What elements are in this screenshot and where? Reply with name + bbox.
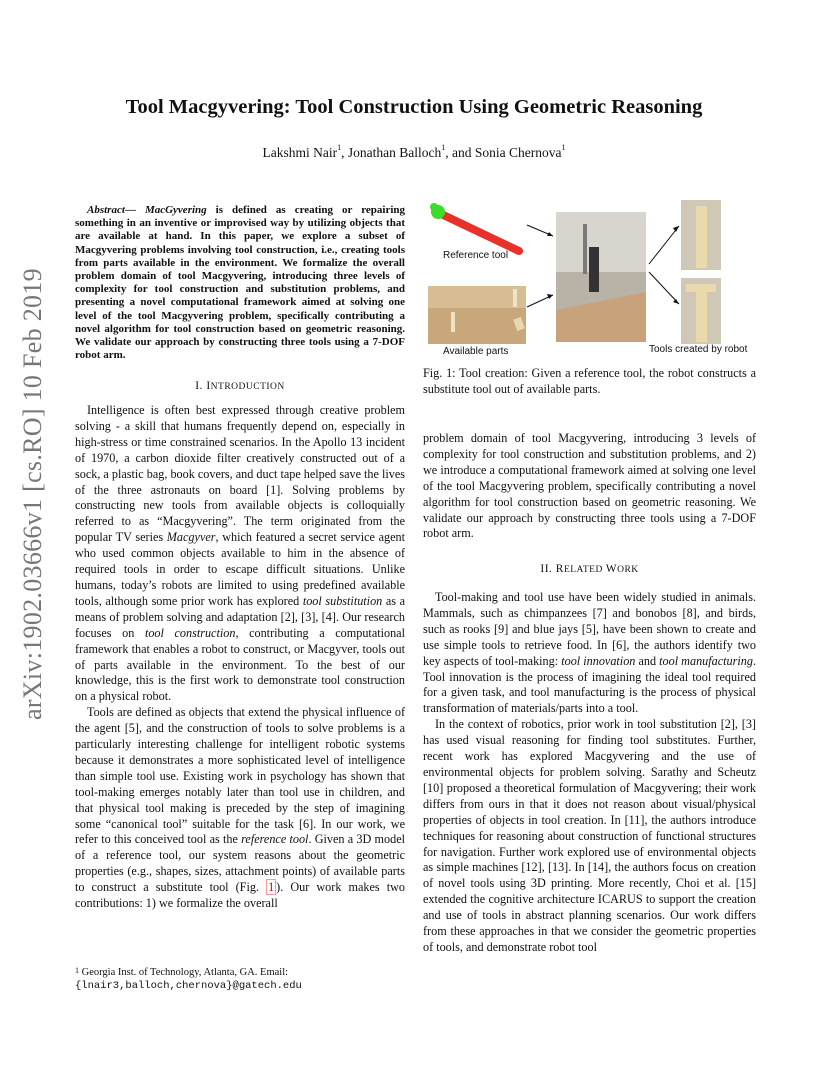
text-run: Tool-making and tool use have been widely studied in animals. Mammals, such as chimpanzees [7] and bonobos [8], and birds, such as rooks [9] and blue jays [5], have been shown to create and use simple tools to retrieve food. In [6], the authors identify two key aspects of tool-making: bbox=[423, 590, 756, 668]
abstract bbox=[75, 204, 405, 362]
author-separator: , and bbox=[445, 145, 475, 160]
photo-wall bbox=[428, 286, 526, 308]
paragraph bbox=[75, 403, 405, 705]
text-run: ). Our work makes two contributions: 1) we formalize the overall bbox=[75, 880, 406, 911]
author-affiliation: 1 bbox=[561, 143, 566, 152]
arrow-robot-to-tool-1 bbox=[649, 226, 679, 264]
author-separator: , bbox=[341, 145, 348, 160]
arrow-head bbox=[673, 299, 679, 304]
figure-1-graphic bbox=[423, 192, 756, 362]
arrow-robot-to-tool-2 bbox=[649, 272, 679, 304]
emphasis: Macgyver bbox=[166, 530, 216, 545]
part-stick bbox=[513, 289, 517, 307]
paragraph: In the context of robotics, prior work in tool substitution [2], [3] has used visual reasoning for finding tool substitutes. Further, recent work has explored Macgyvering and the use of environmental objects for problem solving. Sarathy and Scheutz [10] proposed a theoretical formulation of Macgyvering; their work differs from ours in that it does not reason about visual/physical properties of objects in tool creation. In [11], the authors introduce techniques for reasoning about construction of functional structures for navigation. Further work explored use of environmental objects as simple machines [12], [13]. In [14], the authors focus on creation of novel tools using 3D printing. More recently, Choi et al. [15] extended the cognitive architecture ICARUS to support the creation and use of tools in abstract planning scenarios. Our work differs from these approaches in that we consider the geometric properties of tools, and demonstrate robot tool bbox=[423, 717, 756, 954]
label-reference-tool: Reference tool bbox=[443, 250, 509, 261]
abstract-label: Abstract bbox=[87, 204, 125, 216]
section-title-initial: R bbox=[555, 563, 564, 575]
abstract-term: MacGyvering bbox=[144, 204, 207, 216]
reference-tool-head-lobe bbox=[430, 203, 438, 211]
paper-title: Tool Macgyvering: Tool Construction Using Geometric Reasoning bbox=[125, 96, 703, 118]
footnote-marker: 1 bbox=[75, 966, 79, 975]
author-affiliation: 1 bbox=[441, 143, 446, 152]
text-run: , which featured a secret service agent who used common objects available to him in the absence of required tools in order to escape difficult situations. Unlike humans, today’s robots are limited to using predefined available tools, although some prior work has explored bbox=[75, 530, 405, 608]
figure-1-caption: Fig. 1: Tool creation: Given a reference tool, the robot constructs a substitute tool out of available parts. bbox=[423, 366, 756, 396]
author-list bbox=[0, 145, 828, 161]
paragraph bbox=[423, 590, 756, 717]
robot-mount bbox=[583, 224, 587, 274]
section-number: I. bbox=[195, 380, 207, 392]
emphasis: tool substitution bbox=[302, 593, 383, 608]
label-tools-created: Tools created by robot bbox=[649, 344, 748, 355]
author-name: Sonia Chernova bbox=[474, 145, 562, 160]
robot-arm bbox=[589, 247, 599, 292]
arrow-head bbox=[547, 294, 553, 299]
reference-tool-handle bbox=[437, 212, 519, 251]
figure-1 bbox=[423, 192, 756, 362]
text-run: . Tool innovation is the process of imagining the ideal tool required for a given task, and tool manufacturing is the process of physical transformation of materials/parts into a tool. bbox=[423, 653, 756, 716]
section-title-rest: ELATED bbox=[563, 565, 606, 575]
text-run: as a means of problem solving and adaptation [2], [3], [4]. Our research focuses on bbox=[75, 593, 405, 640]
author-name: Jonathan Balloch bbox=[347, 145, 442, 160]
created-tool-1 bbox=[696, 206, 707, 268]
label-available-parts: Available parts bbox=[443, 346, 509, 357]
emphasis: tool manufacturing bbox=[659, 653, 753, 668]
photo-background bbox=[556, 212, 646, 272]
abstract-text: is defined as creating or repairing something in an inventive or improvised way by utilizing objects that are available at hand. In this paper, we explore a subset of Macgyvering problems involving tool construction, i.e., creating tools from parts available in the environment. We formalize the overall problem domain of tool Macgyvering, introducing three levels of complexity for tool construction and substitution problems, and presenting a novel computational framework aimed at solving one level of the tool Macgyvering problem, specifically contributing a novel algorithm for tool construction based on geometric reasoning. We validate our approach by constructing three tools using a 7-DOF robot arm. bbox=[75, 204, 405, 362]
emphasis: tool construction bbox=[144, 625, 236, 640]
author-name: Lakshmi Nair bbox=[262, 145, 338, 160]
section-heading-introduction bbox=[75, 380, 405, 392]
created-tool-2-handle bbox=[696, 290, 707, 342]
text-run: problem domain of tool Macgyvering, introducing 3 levels of complexity for tool construction and substitution problems, and 2) we introduce a computational framework aimed at solving one level of the tool Macgyvering problem, specifically contributing a novel algorithm for tool construction based on geometric reasoning. We validate our approach by constructing three tools using a 7-DOF robot arm. bbox=[423, 431, 756, 541]
footnote bbox=[75, 966, 405, 993]
text-run: and bbox=[635, 653, 660, 668]
section-title-rest: ORK bbox=[617, 565, 639, 575]
part-stick bbox=[451, 312, 455, 332]
section-number: II. bbox=[540, 563, 556, 575]
section-title-initial: I bbox=[206, 380, 211, 392]
related-work-body bbox=[423, 590, 756, 956]
text-run: . Given a 3D model of a reference tool, our system reasons about the geometric properties (e.g., shapes, sizes, attachment points) of available parts to construct a substitute tool (Fig. bbox=[75, 832, 405, 895]
emphasis: tool innovation bbox=[561, 653, 636, 668]
emphasis: reference tool bbox=[241, 832, 309, 847]
text-run: Intelligence is often best expressed through creative problem solving - a skill that humans frequently depend on, especially in high-stress or time constrained scenarios. In the Apollo 13 incident of 1970, a carbon dioxide filter creatively constructed out of a sock, a plastic bag, book covers, and duct tape helped save the lives of the three astronauts on board [1]. Solving problems by constructing new tools from available objects is colloquially referred to as “Macgyvering”. The term originated from the popular TV series bbox=[75, 403, 405, 545]
text-run: , contributing a computational framework that enables a robot to construct, or Macgyver, tools out of parts available in the environment. To the best of our knowledge, this is the first work to demonstrate tool construction on a physical robot. bbox=[75, 625, 405, 704]
section-title-rest: NTRODUCTION bbox=[210, 382, 285, 392]
arrow-head bbox=[673, 226, 679, 232]
footnote-email: {lnair3,balloch,chernova}@gatech.edu bbox=[75, 980, 302, 992]
text-run: Tools are defined as objects that extend the physical influence of the agent [5], and the construction of tools to solve problems is a particularly interesting challenge for intelligent robotic systems because it demonstrates a more sophisticated level of intelligence than simple tool use. Existing work in psychology has shown that tool-making emerges notably later than tool use in children, and that physical tool making is preceded by the step of imagining some “canonical tool” suitable for the task [6]. In our work, we refer to this conceived tool as the bbox=[75, 705, 405, 847]
contributions-paragraph bbox=[423, 431, 756, 542]
section-title-initial: W bbox=[605, 563, 618, 575]
figure-reference-link[interactable]: 1 bbox=[268, 880, 275, 895]
author-affiliation: 1 bbox=[337, 143, 342, 152]
introduction-body bbox=[75, 403, 405, 912]
section-heading-related-work bbox=[423, 563, 756, 575]
abstract-dash: — bbox=[124, 204, 145, 216]
paragraph bbox=[75, 705, 405, 912]
arxiv-identifier: arXiv:1902.03666v1 [cs.RO] 10 Feb 2019 bbox=[18, 268, 47, 720]
footnote-text: Georgia Inst. of Technology, Atlanta, GA. Email: bbox=[79, 967, 289, 978]
